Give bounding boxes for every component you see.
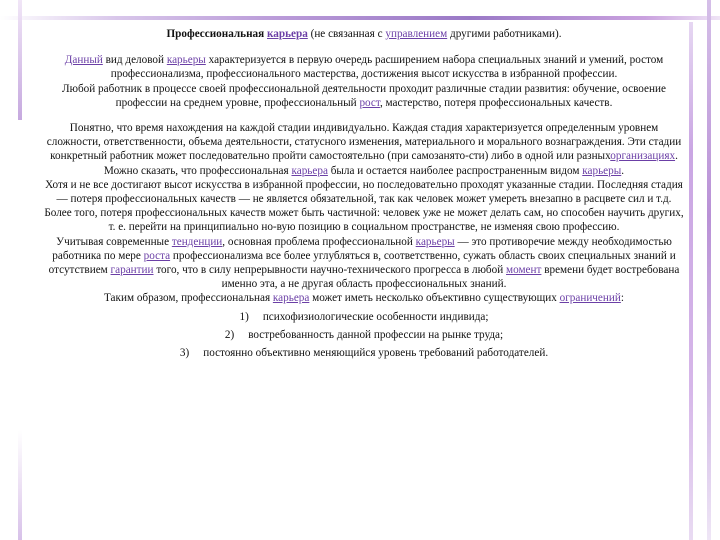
paragraph-text: профессионализма все более углубляться в, соответственно, сужать область своих специальных знаний и отсутствием xyxy=(48,249,676,277)
list-item-text: востребованность данной профессии на рынке труда; xyxy=(248,328,504,341)
list-item-number: 1) xyxy=(239,310,249,323)
paragraph-3 xyxy=(44,121,684,164)
paragraph-4 xyxy=(44,164,684,178)
link-rosta[interactable]: роста xyxy=(143,249,171,262)
list-item xyxy=(44,310,684,324)
link-ogranicheniy[interactable]: ограничений xyxy=(559,292,621,305)
paragraph-text: того, что в силу непрерывности научно-технического прогресса в любой xyxy=(153,264,507,277)
link-dannyi[interactable]: Данный xyxy=(64,54,103,67)
paragraph-2 xyxy=(44,82,684,110)
link-garantii[interactable]: гарантии xyxy=(110,264,154,277)
paragraph-text: была и остается наиболее распространенным видом xyxy=(327,164,583,177)
paragraph-5 xyxy=(44,178,684,206)
paragraph-text: Таким образом, профессиональная xyxy=(104,292,273,305)
paragraph-text: Любой работник в процессе своей профессиональной деятельности проходит различные стадии развития: обучение, освоение профессии на среднем уровне, профессиональный xyxy=(62,82,666,109)
document-body xyxy=(44,27,684,360)
list-item xyxy=(44,346,684,360)
link-organizaciyah[interactable]: организациях xyxy=(610,150,676,163)
decor-bar-right-side xyxy=(707,0,711,540)
list-item-text: психофизиологические особенности индивида; xyxy=(262,310,489,323)
paragraph-text: времени будет востребована именно эта, а не другая область профессиональных знаний. xyxy=(221,264,680,291)
link-karera[interactable]: карьера xyxy=(267,28,308,40)
title-text: (не связанная с xyxy=(307,28,386,40)
page-title xyxy=(44,27,684,41)
paragraph-text: характеризуется в первую очередь расширением набора специальных знаний и умений, ростом профессионализма, профессионального мастерства, достижения высот искусства в избранной профессии. xyxy=(110,54,664,81)
link-karera-2[interactable]: карьера xyxy=(291,164,328,177)
paragraph-text: Более того, потеря профессиональных качеств может быть частичной: человек уже не может делать сам, но способен научить других, т. е. перейти на принципиально но-вую позицию в социальном пространстве, не изменяя свою профессию. xyxy=(44,207,684,234)
paragraph-7 xyxy=(44,235,684,292)
list-item-number: 2) xyxy=(224,328,235,341)
title-bold: Профессиональная xyxy=(166,28,265,40)
link-tendencii[interactable]: тенденции xyxy=(171,235,223,248)
link-moment[interactable]: момент xyxy=(506,264,542,277)
list-item-text: постоянно объективно меняющийся уровень требований работодателей. xyxy=(203,347,549,360)
link-karera-3[interactable]: карьера xyxy=(272,292,310,305)
link-karery-2[interactable]: карьеры xyxy=(582,164,622,177)
paragraph-text: вид деловой xyxy=(102,54,167,67)
paragraph-text: , основная проблема профессиональной xyxy=(222,235,416,248)
decor-bar-left-bottom xyxy=(18,430,22,540)
link-upravleniem[interactable]: управлением xyxy=(385,28,448,40)
paragraph-text: может иметь несколько объективно существующих xyxy=(309,292,560,305)
paragraph-text: . xyxy=(675,150,678,163)
paragraph-text: — это противоречие между необходимостью работника по мере xyxy=(52,235,672,262)
paragraph-text: , мастерство, потеря профессиональных качеств. xyxy=(379,96,613,109)
paragraph-6 xyxy=(44,206,684,234)
paragraph-text: Хотя и не все достигают высот искусства в избранной профессии, но последовательно проходят указанные стадии. Последняя стадия — потеря профессиональных качеств — не является обязательной, так как человек может умереть внезапно в расцвете сил и т.д. xyxy=(45,178,683,206)
link-karery-3[interactable]: карьеры xyxy=(415,235,455,248)
list-item xyxy=(44,328,684,342)
link-rost[interactable]: рост xyxy=(359,96,380,109)
paragraph-8 xyxy=(44,291,684,305)
decor-bar-top-left xyxy=(0,16,470,20)
paragraph-1 xyxy=(44,53,684,81)
link-karery[interactable]: карьеры xyxy=(166,54,206,67)
list-item-number: 3) xyxy=(179,347,190,360)
decor-bar-top-right xyxy=(470,16,720,20)
decor-bar-right-main xyxy=(689,22,693,540)
paragraph-text: . xyxy=(621,164,625,177)
paragraph-text: Можно сказать, что профессиональная xyxy=(103,164,292,177)
decor-bar-left-top xyxy=(18,0,22,120)
paragraph-text: Учитывая современные xyxy=(56,235,172,248)
paragraph-text: Понятно, что время нахождения на каждой стадии индивидуально. Каждая стадия характеризуется определенным уровнем сложности, ответственности, объема деятельности, статусного изменения, материального и морального вознаграждения. Эти стадии конкретный работник может последовательно пройти самостоятельно (при самозанято-сти) либо в одной или разных xyxy=(46,122,682,163)
paragraph-text: : xyxy=(620,292,624,305)
limitations-list xyxy=(44,310,684,361)
title-text-end: другими работниками). xyxy=(447,28,562,40)
